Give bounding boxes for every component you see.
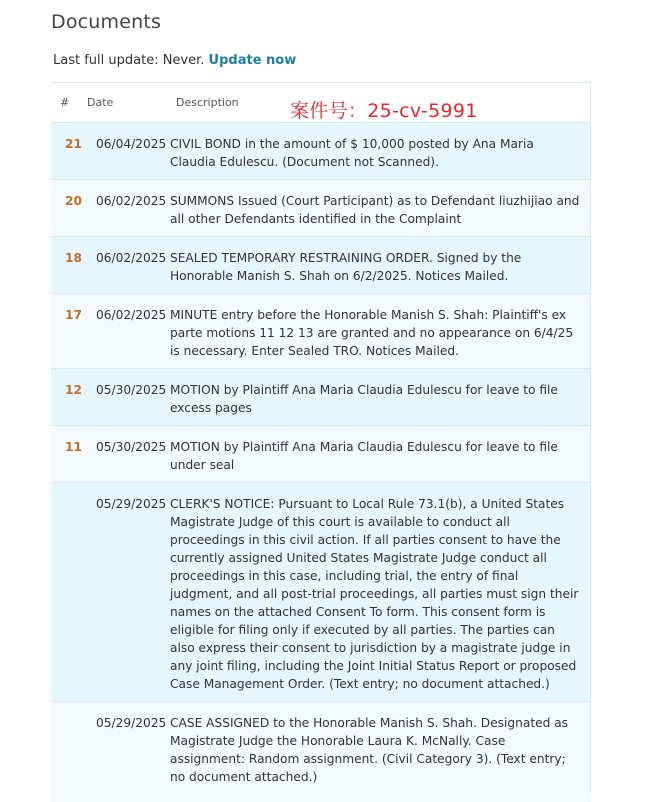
entry-number[interactable]: 12: [65, 383, 82, 397]
table-right-border: [590, 82, 591, 793]
entry-number[interactable]: 18: [65, 251, 82, 265]
column-header-number: #: [60, 96, 70, 109]
entry-date: 05/29/2025: [96, 716, 167, 730]
table-row: [51, 483, 591, 702]
entry-date: 06/04/2025: [96, 137, 167, 151]
table-row: [51, 123, 591, 180]
table-row: [51, 294, 591, 369]
docket-table: [51, 82, 591, 802]
entry-date: 06/02/2025: [96, 251, 167, 265]
column-header-description: Description: [176, 96, 239, 109]
table-row: [51, 180, 591, 237]
entry-description: SUMMONS Issued (Court Participant) as to Defendant liuzhijiao and all other Defendants identified in the Complaint: [170, 194, 580, 226]
entry-date: 05/30/2025: [96, 383, 167, 397]
last-update-line: [53, 53, 296, 68]
entry-description: MOTION by Plaintiff Ana Maria Claudia Edulescu for leave to file under seal: [170, 440, 558, 472]
table-row: [51, 237, 591, 294]
entry-number[interactable]: 21: [65, 137, 82, 151]
entry-number[interactable]: 17: [65, 308, 82, 322]
page-title: Documents: [51, 11, 162, 33]
table-row: [51, 426, 591, 483]
update-now-link[interactable]: Update now: [208, 53, 297, 68]
entry-date: 06/02/2025: [96, 308, 167, 322]
entry-description: MINUTE entry before the Honorable Manish S. Shah: Plaintiff's ex parte motions 11 12 13 are granted and no appearance on 6/4/25 is necessary. Enter Sealed TRO. Notices Mailed.: [170, 308, 574, 358]
entry-date: 06/02/2025: [96, 194, 167, 208]
entry-description: CLERK'S NOTICE: Pursuant to Local Rule 73.1(b), a United States Magistrate Judge of this court is available to conduct all proceedings in this civil action. If all parties consent to have the currently assigned United States Magistrate Judge conduct all proceedings in this case, including trial, the entry of final judgment, and all post-trial proceedings, all parties must sign their names on the attached Consent To form. This consent form is eligible for filing only if executed by all parties. The parties can also express their consent to jurisdiction by a magistrate judge in any joint filing, including the Joint Initial Status Report or proposed Case Management Order. (Text entry; no document attached.): [170, 497, 579, 691]
entry-description: CIVIL BOND in the amount of $ 10,000 posted by Ana Maria Claudia Edulescu. (Document not Scanned).: [170, 137, 534, 169]
entry-description: MOTION by Plaintiff Ana Maria Claudia Edulescu for leave to file excess pages: [170, 383, 558, 415]
column-header-date: Date: [87, 96, 114, 109]
entry-number[interactable]: 20: [65, 194, 82, 208]
table-row: [51, 702, 591, 802]
table-header: [51, 82, 591, 123]
entry-date: 05/30/2025: [96, 440, 167, 454]
case-number-annotation: 案件号：25-cv-5991: [290, 100, 478, 122]
table-row: [51, 369, 591, 426]
entry-number[interactable]: 11: [65, 440, 82, 454]
entry-description: CASE ASSIGNED to the Honorable Manish S. Shah. Designated as Magistrate Judge the Honorable Laura K. McNally. Case assignment: Random assignment. (Civil Category 3). (Text entry; no document attached.): [170, 716, 569, 784]
last-update-text: Last full update: Never.: [53, 53, 205, 68]
entry-date: 05/29/2025: [96, 497, 167, 511]
entry-description: SEALED TEMPORARY RESTRAINING ORDER. Signed by the Honorable Manish S. Shah on 6/2/2025. Notices Mailed.: [170, 251, 522, 283]
